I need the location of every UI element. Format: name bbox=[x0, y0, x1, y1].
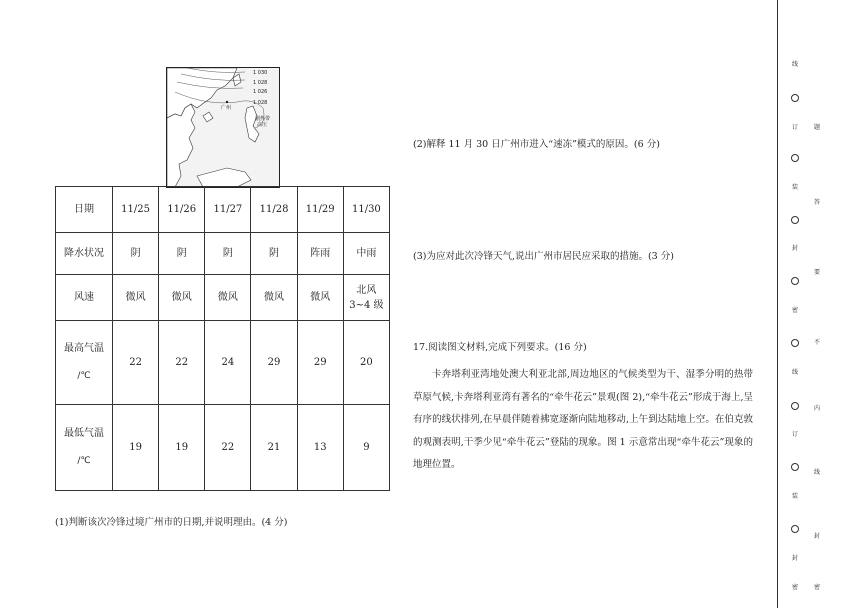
high-pressure-label: 高压 bbox=[257, 122, 268, 128]
binding-char: 订 bbox=[791, 431, 798, 438]
table-row bbox=[56, 321, 390, 405]
binding-char-inner: 内 bbox=[813, 405, 820, 412]
question-17-passage bbox=[413, 364, 753, 477]
isobar-label: 1 028 bbox=[253, 100, 268, 106]
precip-cell: 阴 bbox=[205, 233, 251, 275]
min-temp-cell: 19 bbox=[159, 405, 205, 491]
binding-char-inner: 封 bbox=[813, 533, 820, 540]
row-header bbox=[56, 405, 113, 491]
binding-char: 封 bbox=[791, 555, 798, 562]
max-temp-cell: 29 bbox=[297, 321, 343, 405]
min-temp-unit: /℃ bbox=[77, 456, 91, 467]
min-temp-cell: 13 bbox=[297, 405, 343, 491]
question-2: (2)解释 11 月 30 日广州市进入“速冻”模式的原因。(6 分) bbox=[413, 139, 660, 150]
max-temp-cell: 22 bbox=[113, 321, 159, 405]
precip-cell: 中雨 bbox=[343, 233, 389, 275]
max-temp-cell: 24 bbox=[205, 321, 251, 405]
binding-char-inner: 题 bbox=[813, 124, 820, 131]
precip-cell: 阴 bbox=[159, 233, 205, 275]
weather-table bbox=[55, 186, 390, 491]
precip-cell: 阵雨 bbox=[297, 233, 343, 275]
date-cell: 11/30 bbox=[343, 187, 389, 233]
binding-char: 订 bbox=[791, 124, 798, 131]
binding-line bbox=[777, 0, 778, 608]
row-header: 日期 bbox=[56, 187, 113, 233]
binding-circle bbox=[791, 94, 799, 102]
min-temp-cell: 9 bbox=[343, 405, 389, 491]
row-header bbox=[56, 321, 113, 405]
binding-char: 装 bbox=[791, 184, 798, 191]
weather-map-svg bbox=[167, 68, 279, 187]
min-temp-label: 最低气温 bbox=[64, 428, 104, 440]
table-row bbox=[56, 233, 390, 275]
wind-cell: 微风 bbox=[251, 275, 297, 321]
binding-circle bbox=[791, 216, 799, 224]
table-row bbox=[56, 187, 390, 233]
max-temp-label: 最高气温 bbox=[64, 343, 104, 355]
binding-char-inner: 要 bbox=[813, 269, 820, 276]
binding-char-inner: 密 bbox=[813, 584, 820, 591]
wind-cell: 微风 bbox=[205, 275, 251, 321]
binding-circle bbox=[791, 525, 799, 533]
high-pressure-label: 副热带 bbox=[255, 116, 271, 122]
wind-cell: 北风 3~4 级 bbox=[343, 275, 389, 321]
binding-char: 密 bbox=[791, 584, 798, 591]
binding-char: 封 bbox=[791, 245, 798, 252]
max-temp-cell: 29 bbox=[251, 321, 297, 405]
max-temp-cell: 20 bbox=[343, 321, 389, 405]
wind-cell: 微风 bbox=[297, 275, 343, 321]
precip-cell: 阴 bbox=[113, 233, 159, 275]
guangzhou-marker bbox=[226, 101, 228, 103]
isobar-label: 1 028 bbox=[253, 80, 268, 86]
date-cell: 11/25 bbox=[113, 187, 159, 233]
wind-cell: 微风 bbox=[159, 275, 205, 321]
binding-char-inner: 不 bbox=[813, 339, 820, 346]
min-temp-cell: 21 bbox=[251, 405, 297, 491]
isobar-label: 1 030 bbox=[253, 70, 268, 76]
precip-cell: 阴 bbox=[251, 233, 297, 275]
table-row bbox=[56, 405, 390, 491]
binding-circle bbox=[791, 463, 799, 471]
weather-map-figure bbox=[166, 67, 280, 188]
passage-text: 卡奔塔利亚湾地处澳大利亚北部,周边地区的气候类型为干、湿季分明的热带草原气候,卡奔塔利亚湾有著名的“牵牛花云”景观(图 2),“牵牛花云”形成于海上,呈有序的线状排列,在早晨伴随着拂宽逐渐向陆地移动,上午到达陆地上空。在伯克敦的观测表明,干季少见“牵牛花云”登陆的现象。图 1 示意常出现“牵牛花云”现象的地理位置。 bbox=[413, 369, 753, 470]
binding-char: 装 bbox=[791, 493, 798, 500]
question-17-heading: 17.阅读图文材料,完成下列要求。(16 分) bbox=[413, 342, 587, 353]
binding-circle bbox=[791, 339, 799, 347]
isobar-label: 1 026 bbox=[253, 89, 268, 95]
min-temp-cell: 22 bbox=[205, 405, 251, 491]
binding-circle bbox=[791, 154, 799, 162]
date-cell: 11/26 bbox=[159, 187, 205, 233]
binding-char: 线 bbox=[791, 369, 798, 376]
binding-char-inner: 答 bbox=[813, 199, 820, 206]
table-row bbox=[56, 275, 390, 321]
binding-char: 线 bbox=[791, 61, 798, 68]
binding-char: 密 bbox=[791, 307, 798, 314]
row-header: 降水状况 bbox=[56, 233, 113, 275]
min-temp-cell: 19 bbox=[113, 405, 159, 491]
max-temp-cell: 22 bbox=[159, 321, 205, 405]
date-cell: 11/29 bbox=[297, 187, 343, 233]
date-cell: 11/28 bbox=[251, 187, 297, 233]
wind-cell: 微风 bbox=[113, 275, 159, 321]
city-label: 广州 bbox=[221, 105, 232, 111]
binding-char-inner: 线 bbox=[813, 469, 820, 476]
row-header: 风速 bbox=[56, 275, 113, 321]
date-cell: 11/27 bbox=[205, 187, 251, 233]
question-3: (3)为应对此次冷锋天气,说出广州市居民应采取的措施。(3 分) bbox=[413, 251, 674, 262]
binding-circle bbox=[791, 402, 799, 410]
question-1: (1)判断该次冷锋过境广州市的日期,并说明理由。(4 分) bbox=[55, 517, 288, 528]
binding-circle bbox=[791, 277, 799, 285]
max-temp-unit: /℃ bbox=[77, 371, 91, 382]
